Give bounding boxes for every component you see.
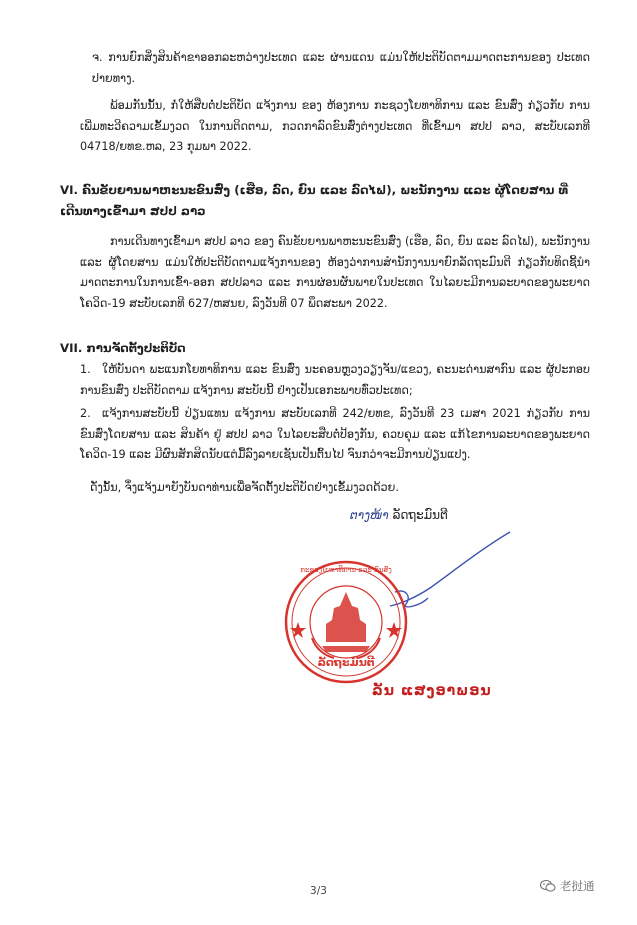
list-item-2: [80, 404, 590, 466]
signoff-prefix: ຕາງໜ້າ: [350, 508, 389, 522]
paragraph-export-transit: ຈ. ການຍົກສິ່ງສິນຄ້າຂາອອກລະຫວ່າງປະເທດ ແລະ ຜ່ານແດນ ແມ່ນໃຫ້ປະຕິບັດຕາມມາດຕະການຂອງ ປະເທດປາຍທາງ.: [92, 51, 590, 85]
signoff-label: ລັດຖະມົນຕີ: [392, 508, 448, 522]
paragraph-vehicle-inspection: ພ້ອມກັນນັ້ນ, ກໍ່ໃຫ້ສືບຕໍ່ປະຕິບັດ ແຈ້ງການ ຂອງ ຫ້ອງການ ກະຊວງໂຍທາທິການ ແລະ ຂົນສົ່ງ ກ່ຽວກັບ ການເພີ່ມທະວີຄວາມເຂັ້ມງວດ ໃນການຕິດຕາມ, ກວດກາລົດຂົນສົ່ງຕ່າງປະເທດ ທີ່ເຂົ້າມາ ສປປ ລາວ, ສະບັບເລກທີ 04718/ຍທຂ.ຫລ, 23 ກຸມພາ 2022.: [80, 99, 590, 153]
wechat-icon: [540, 879, 556, 893]
list-item-1-text: ໃຫ້ບັນດາ ພະແນກໂຍທາທິການ ແລະ ຂົນສົ່ງ ນະຄອນຫຼວງວຽງຈັນ/ແຂວງ, ຄະນະດ່ານສາກົນ ແລະ ຜູ້ປະກອບການຂົນສົ່ງ ປະຕິບັດຕາມ ແຈ້ງການ ສະບັບນີ້ ຢ່າງເປັນເອກະພາບທົ່ວປະເທດ;: [80, 363, 590, 397]
list-item-1-number: 1.: [80, 363, 91, 376]
closing-line: ດັ່ງນັ້ນ, ຈຶ່ງແຈ້ງມາຍັງບັນດາທ່ານເພື່ອຈັດຕັ້ງປະຕິບັດຢ່າງເຂັ້ມງວດດ້ວຍ.: [90, 481, 399, 494]
watermark: [540, 878, 595, 894]
list-item-2-number: 2.: [80, 407, 91, 420]
seal-bottom-text: ລັດຖະມົນຕີ: [317, 656, 375, 669]
signer-name: ລັນ ແສງອາພອນ: [372, 683, 492, 699]
section-heading-vii: VII. ການຈັດຕັ້ງປະຕິບັດ: [60, 341, 186, 355]
watermark-text: 老挝通: [560, 879, 595, 893]
page-number: 3/3: [310, 885, 327, 897]
seal-top-text: ກະຊວງໂຍທາທິການ ແລະ ຂົນສົ່ງ: [300, 566, 392, 574]
list-item-2-text: ແຈ້ງການສະບັບນີ້ ປ່ຽນແທນ ແຈ້ງການ ສະບັບເລກທີ 242/ຍທຂ, ລົງວັນທີ 23 ເມສາ 2021 ກ່ຽວກັບ ການຂົນສົ່ງໂດຍສານ ແລະ ສິນຄ້າ ຢູ່ ສປປ ລາວ ໃນໄລຍະສືບຕໍ່ປ້ອງກັນ, ຄວບຄຸມ ແລະ ແກ້ໄຂການລະບາດຂອງພະຍາດໂຄວິດ-19 ແລະ ມີຜົນສັກສິດນັບແຕ່ມື້ລົງລາຍເຊັນເປັນຕົ້ນໄປ ຈົນກວ່າຈະມີການປ່ຽນແປງ.: [80, 407, 590, 461]
list-item-1: [80, 360, 590, 401]
paragraph-section-vi: ການເດີນທາງເຂົ້າມາ ສປປ ລາວ ຂອງ ຄົນຂັບຍານພາຫະນະຂົນສົ່ງ (ເຮືອ, ລົດ, ຍົນ ແລະ ລົດໄຟ), ພະນັກງານ ແລະ ຜູ້ໂດຍສານ ແມ່ນໃຫ້ປະຕິບັດຕາມແຈ້ງການຂອງ ຫ້ອງວ່າການສຳນັກງານນາຍົກລັດຖະມົນຕີ ກ່ຽວກັບທິດຊີ້ນຳມາດຕະການໃນການເຂົ້າ-ອອກ ສປປລາວ ແລະ ການຜ່ອນຜັນພາຍໃນປະເທດ ໃນໄລຍະມີການລະບາດຂອງພະຍາດໂຄວິດ-19 ສະບັບເລກທີ 627/ຫສນຍ, ລົງວັນທີ 07 ພຶດສະພາ 2022.: [80, 235, 590, 310]
section-heading-vi: VI. ຄົນຂັບຍານພາຫະນະຂົນສົ່ງ (ເຮືອ, ລົດ, ຍົນ ແລະ ລົດໄຟ), ພະນັກງານ ແລະ ຜູ້ໂດຍສານ ທີ່ເດີນທາງເຂົ້າມາ ສປປ ລາວ: [60, 183, 569, 218]
